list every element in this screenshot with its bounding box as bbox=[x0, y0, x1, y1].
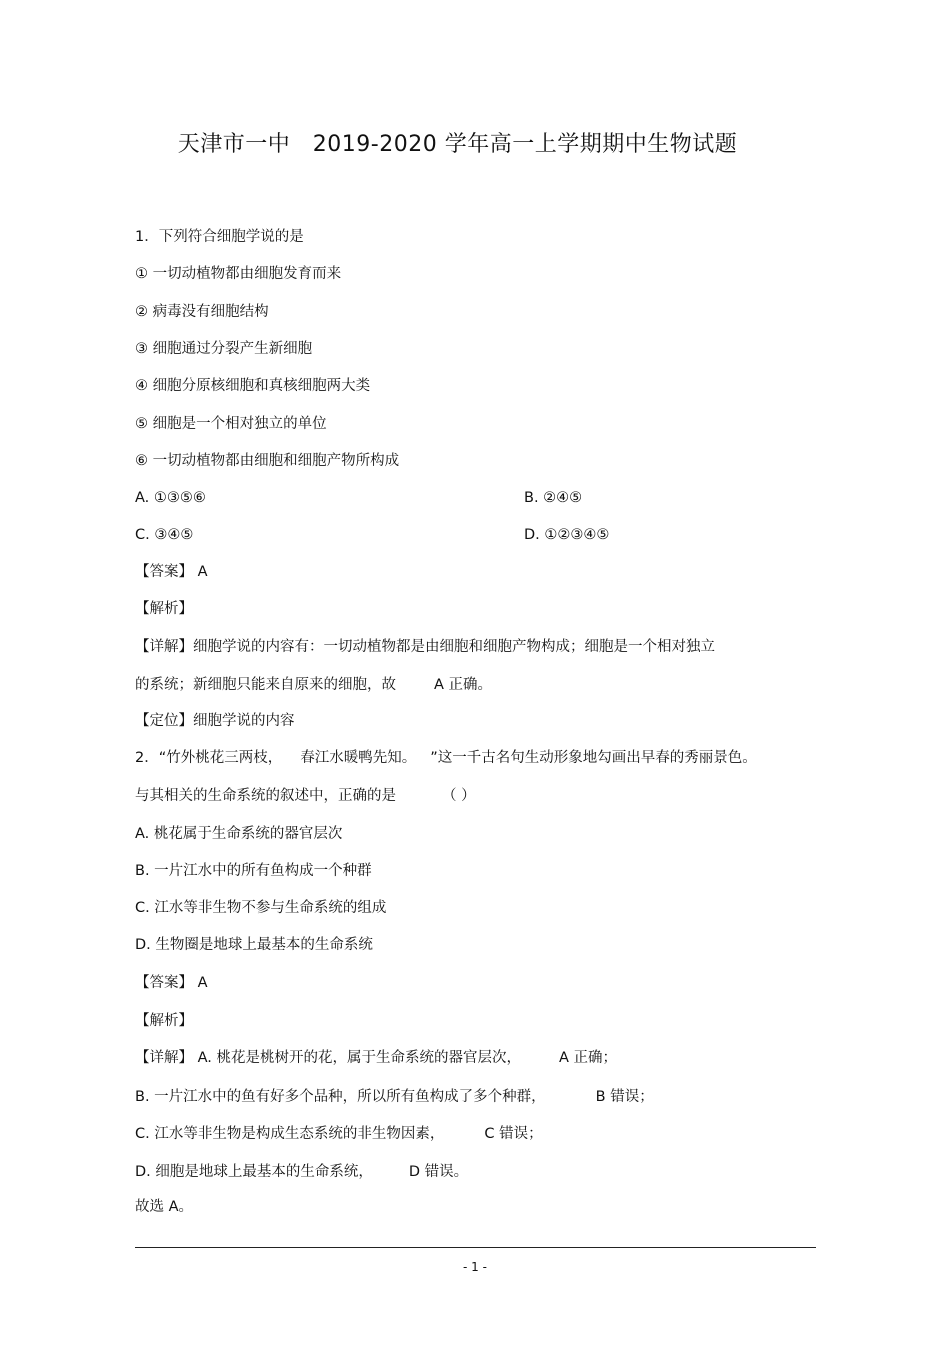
q2-detail-a-text: 【详解】 A. 桃花是桃树开的花，属于生命系统的器官层次， bbox=[135, 1050, 521, 1066]
q2-detail-a-verdict: A 正确； bbox=[559, 1050, 618, 1066]
q2-answer: 【答案】 A bbox=[135, 975, 208, 991]
q1-option-d: D. ①②③④⑤ bbox=[524, 527, 610, 543]
q2-option-c: C. 江水等非生物不参与生命系统的组成 bbox=[135, 900, 387, 916]
q1-stem: 1．下列符合细胞学说的是 bbox=[135, 229, 304, 245]
page-title: 天津市一中 2019-2020 学年高一上学期期中生物试题 bbox=[177, 132, 738, 157]
footer-divider bbox=[135, 1247, 816, 1248]
q1-detail-line2-text: 的系统；新细胞只能来自原来的细胞，故 bbox=[135, 677, 396, 693]
q1-item-3: ③ 细胞通过分裂产生新细胞 bbox=[135, 341, 313, 357]
q1-detail-line2 bbox=[135, 675, 492, 695]
q2-detail-c bbox=[135, 1124, 543, 1144]
q1-option-c: C. ③④⑤ bbox=[135, 527, 194, 543]
q1-detail-line2-verdict: A 正确。 bbox=[434, 677, 493, 693]
q1-item-1: ① 一切动植物都由细胞发育而来 bbox=[135, 266, 342, 282]
q2-stem-line2 bbox=[135, 786, 476, 806]
q1-answer: 【答案】 A bbox=[135, 564, 208, 580]
q2-stem-part2: 春江水暖鸭先知。 bbox=[300, 750, 417, 766]
q2-analysis-label: 【解析】 bbox=[135, 1013, 193, 1029]
q2-detail-d-verdict: D 错误。 bbox=[408, 1164, 469, 1180]
q2-detail-b-text: B. 一片江水中的鱼有好多个品种，所以所有鱼构成了多个种群， bbox=[135, 1089, 546, 1105]
q2-conclusion: 故选 A。 bbox=[135, 1199, 194, 1215]
q2-option-a: A. 桃花属于生命系统的器官层次 bbox=[135, 826, 343, 842]
q2-detail-c-verdict: C 错误； bbox=[484, 1126, 543, 1142]
q1-item-4: ④ 细胞分原核细胞和真核细胞两大类 bbox=[135, 378, 371, 394]
q2-stem-line1 bbox=[135, 748, 757, 768]
q1-analysis-label: 【解析】 bbox=[135, 601, 193, 617]
q2-stem-question: 与其相关的生命系统的叙述中，正确的是 bbox=[135, 788, 396, 804]
q1-option-a: A. ①③⑤⑥ bbox=[135, 490, 206, 506]
q1-position: 【定位】细胞学说的内容 bbox=[135, 713, 295, 729]
page-number: - 1 - bbox=[463, 1260, 487, 1274]
q2-option-b: B. 一片江水中的所有鱼构成一个种群 bbox=[135, 863, 372, 879]
q2-detail-d-text: D. 细胞是地球上最基本的生命系统， bbox=[135, 1164, 373, 1180]
q2-stem-part3: ”这一千古名句生动形象地勾画出早春的秀丽景色。 bbox=[430, 750, 757, 766]
q2-option-d: D. 生物圈是地球上最基本的生命系统 bbox=[135, 937, 373, 953]
q2-stem-part1: 2．“竹外桃花三两枝， bbox=[135, 750, 283, 766]
q2-detail-b-verdict: B 错误； bbox=[595, 1089, 654, 1105]
q2-answer-blank: （ ） bbox=[442, 788, 476, 804]
q2-detail-d bbox=[135, 1162, 468, 1182]
q1-item-2: ② 病毒没有细胞结构 bbox=[135, 304, 269, 320]
q2-detail-b bbox=[135, 1087, 654, 1107]
q1-option-b: B. ②④⑤ bbox=[524, 490, 583, 506]
q2-detail-c-text: C. 江水等非生物是构成生态系统的非生物因素， bbox=[135, 1126, 445, 1142]
q2-detail-a bbox=[135, 1048, 617, 1068]
q1-detail-line1: 【详解】细胞学说的内容有：一切动植物都是由细胞和细胞产物构成；细胞是一个相对独立 bbox=[135, 639, 715, 655]
q1-item-6: ⑥ 一切动植物都由细胞和细胞产物所构成 bbox=[135, 453, 400, 469]
q1-item-5: ⑤ 细胞是一个相对独立的单位 bbox=[135, 416, 327, 432]
